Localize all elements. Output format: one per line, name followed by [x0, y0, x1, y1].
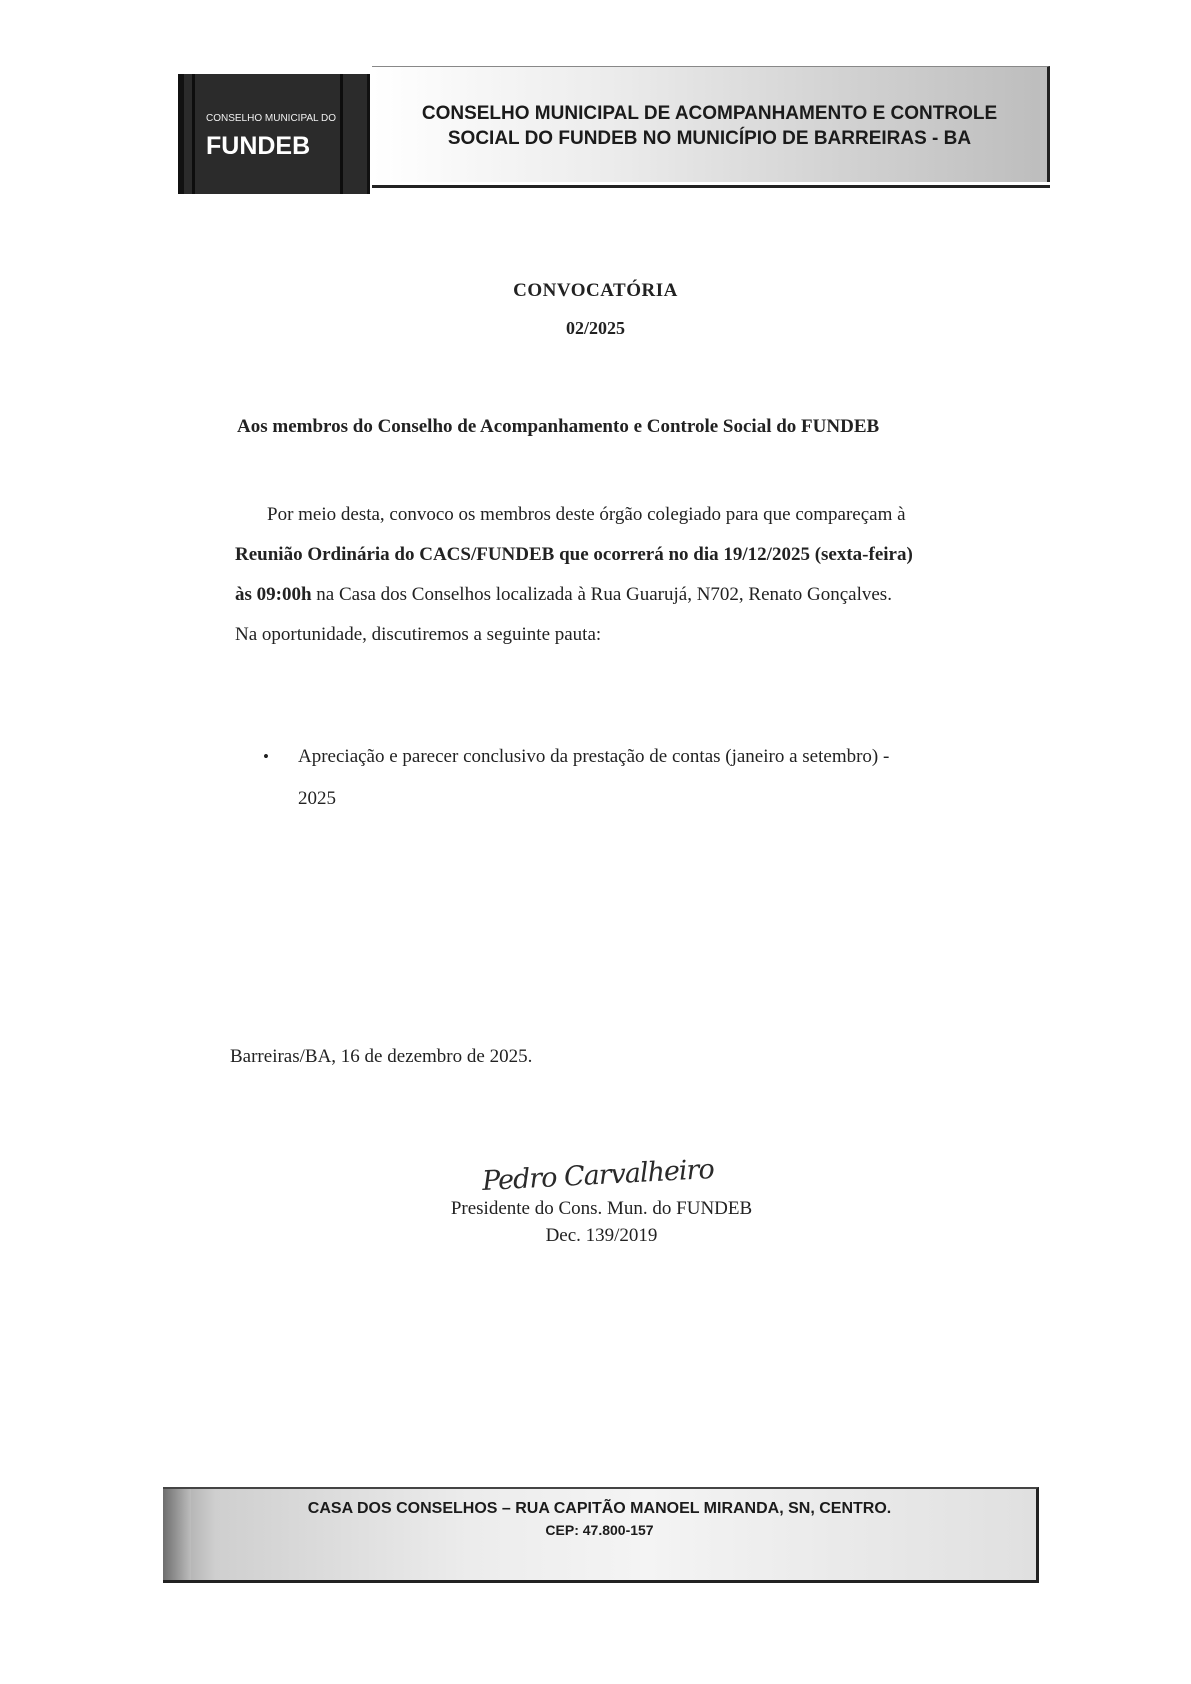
agenda-item-text: [298, 736, 988, 820]
footer-postal-code: CEP: 47.800-157: [545, 1522, 654, 1538]
paragraph-line: [235, 575, 977, 615]
header-title-box: [372, 66, 1050, 182]
place-date: Barreiras/BA, 16 de dezembro de 2025.: [230, 1046, 533, 1067]
footer-address: CASA DOS CONSELHOS – RUA CAPITÃO MANOEL MIRANDA, SN, CENTRO.: [307, 1500, 892, 1517]
paragraph-line: Por meio desta, convoco os membros deste órgão colegiado para que compareçam à: [267, 504, 906, 525]
agenda-line: 2025: [298, 788, 336, 809]
letterhead-footer: [163, 1487, 1039, 1583]
meeting-announcement: Reunião Ordinária do CACS/FUNDEB que ocorrerá no dia 19/12/2025 (sexta-feira): [235, 544, 913, 565]
paragraph-line: [235, 535, 977, 575]
header-title-line-1: CONSELHO MUNICIPAL DE ACOMPANHAMENTO E CONTROLE: [421, 103, 998, 124]
agenda-line: Apreciação e parecer conclusivo da prestação de contas (janeiro a setembro) -: [298, 746, 890, 767]
header-title-line-2: SOCIAL DO FUNDEB NO MUNICÍPIO DE BARREIRAS - BA: [447, 128, 972, 149]
letterhead-header: [178, 66, 1050, 196]
fundeb-logo: [178, 74, 370, 194]
logo-title: FUNDEB: [206, 132, 311, 160]
signer-decree: Dec. 139/2019: [545, 1225, 658, 1246]
body-paragraph: [235, 495, 977, 655]
logo-stripe: [340, 74, 343, 194]
meeting-location: na Casa dos Conselhos localizada à Rua Guarujá, N702, Renato Gonçalves.: [311, 584, 892, 605]
logo-stripe: [192, 74, 195, 194]
bullet-icon: •: [263, 747, 269, 766]
logo-subtitle: CONSELHO MUNICIPAL DO: [206, 113, 337, 124]
addressee: Aos membros do Conselho de Acompanhamento e Controle Social do FUNDEB: [237, 416, 880, 437]
meeting-time: às 09:00h: [235, 584, 312, 605]
document-number: 02/2025: [565, 318, 625, 338]
handwritten-signature: Pedro Carvalheiro: [481, 1153, 715, 1198]
document-title: CONVOCATÓRIA: [513, 280, 678, 301]
signer-role: Presidente do Cons. Mun. do FUNDEB: [450, 1198, 753, 1219]
paragraph-line: Na oportunidade, discutiremos a seguinte pauta:: [235, 624, 602, 645]
